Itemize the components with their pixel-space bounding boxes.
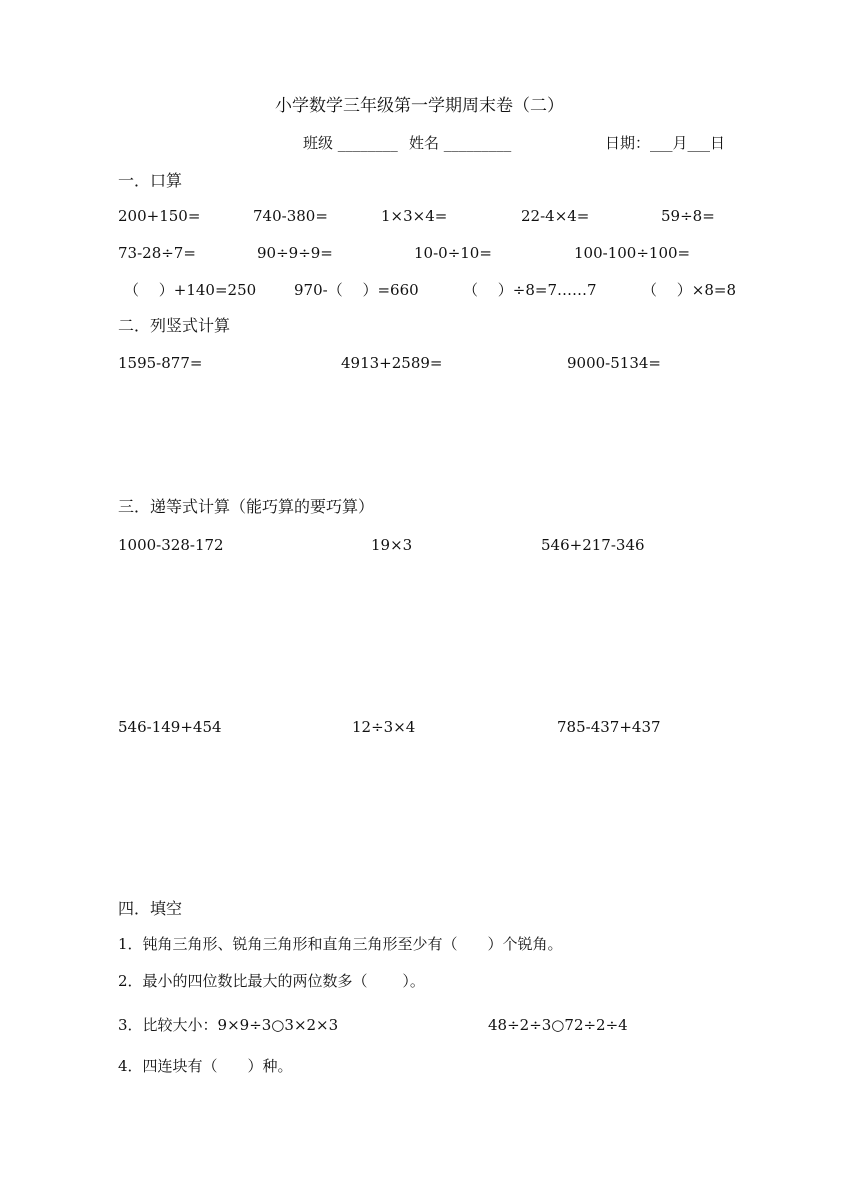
section-3-heading: 三．递等式计算（能巧算的要巧算）	[118, 497, 375, 516]
oral-item: 10-0÷10=	[414, 244, 492, 262]
class-field: 班级 ________	[303, 134, 398, 152]
oral-item: 73-28÷7=	[118, 244, 196, 262]
fill-blank-item: （ ）×8=8	[642, 281, 736, 299]
section-4-heading: 四．填空	[118, 899, 183, 918]
question-4: 4．四连块有（ ）种。	[118, 1057, 293, 1075]
question-2: 2．最小的四位数比最大的两位数多（ ）。	[118, 972, 425, 990]
oral-item: 1×3×4=	[381, 207, 448, 225]
vertical-calc-item: 9000-5134=	[567, 354, 661, 372]
vertical-calc-item: 4913+2589=	[341, 354, 443, 372]
fill-blank-item: （ ）÷8=7……7	[463, 281, 597, 299]
step-calc-item: 546-149+454	[118, 718, 222, 736]
question-1: 1．钝角三角形、锐角三角形和直角三角形至少有（ ）个锐角。	[118, 935, 563, 953]
oral-item: 22-4×4=	[521, 207, 590, 225]
step-calc-item: 1000-328-172	[118, 536, 224, 554]
oral-item: 59÷8=	[661, 207, 715, 225]
vertical-calc-item: 1595-877=	[118, 354, 203, 372]
fill-blank-item: 970-（ ）=660	[294, 281, 419, 299]
section-1-heading: 一．口算	[118, 171, 183, 190]
oral-item: 740-380=	[253, 207, 328, 225]
question-3-part-a: 3．比较大小：9×9÷3○3×2×3	[118, 1016, 339, 1034]
oral-item: 90÷9÷9=	[257, 244, 333, 262]
section-2-heading: 二．列竖式计算	[118, 316, 231, 335]
step-calc-item: 785-437+437	[557, 718, 661, 736]
step-calc-item: 546+217-346	[541, 536, 645, 554]
fill-blank-item: （ ）+140=250	[124, 281, 257, 299]
oral-item: 100-100÷100=	[574, 244, 691, 262]
page-title: 小学数学三年级第一学期周末卷（二）	[275, 96, 564, 116]
question-3-part-b: 48÷2÷3○72÷2÷4	[488, 1016, 628, 1034]
name-field: 姓名 _________	[409, 134, 512, 152]
oral-item: 200+150=	[118, 207, 201, 225]
step-calc-item: 19×3	[371, 536, 413, 554]
step-calc-item: 12÷3×4	[352, 718, 416, 736]
date-field: 日期：___月___日	[605, 134, 726, 152]
